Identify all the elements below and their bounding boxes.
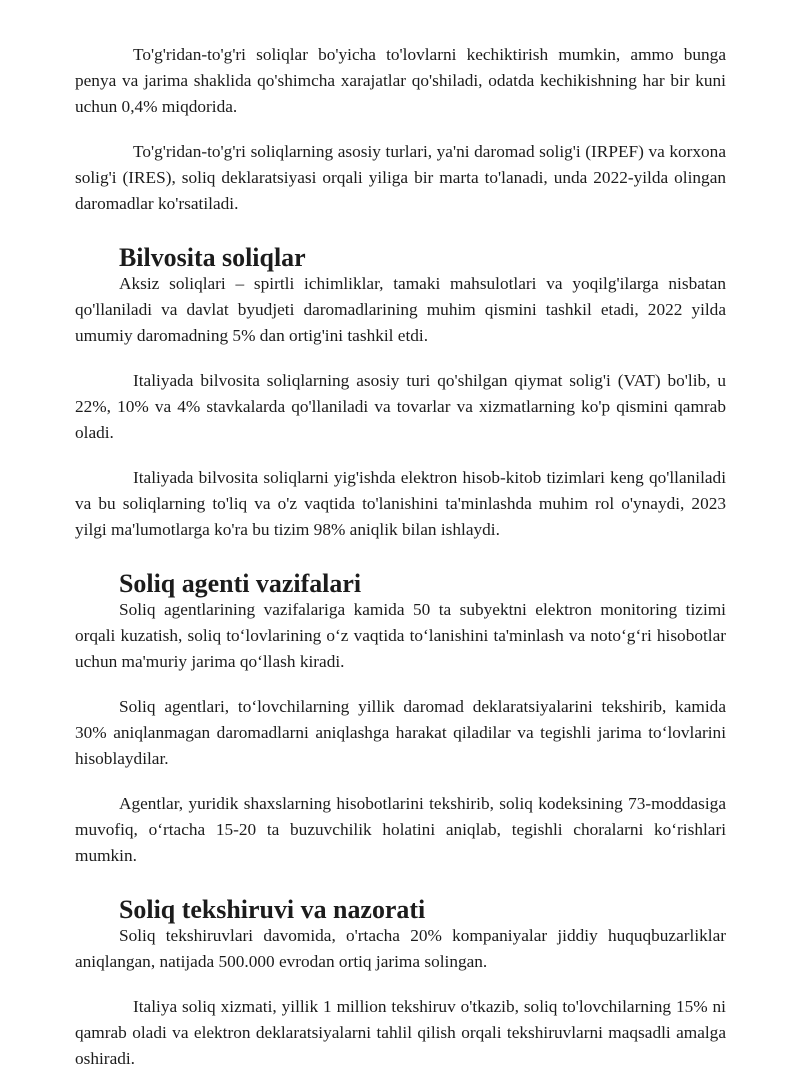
heading-tax-agent-duties: Soliq agenti vazifalari xyxy=(119,569,362,598)
paragraph-vat: Italiyada bilvosita soliqlarning asosiy turi qo'shilgan qiymat solig'i (VAT) bo'lib, u 22%, 10% va 4% stavkalarda qo'llaniladi va tovarlar va xizmatlarning ko'p qismini qamrab oladi. xyxy=(75,371,726,442)
paragraph-excise: Aksiz soliqlari – spirtli ichimliklar, tamaki mahsulotlari va yoqilg'ilarga nisbatan qo'llaniladi va davlat byudjeti daromadlarining muhim qismini tashkil etadi, 2022 yilda umumiy daromadning 5% dan ortig'ini tashkil etdi. xyxy=(75,274,726,345)
paragraph-audit-service: Italiya soliq xizmati, yillik 1 million tekshiruv o'tkazib, soliq to'lovchilarning 15% ni qamrab oladi va elektron deklaratsiyalarni tahlil qilish orqali tekshiruvlarni maqsadli amalga oshiradi. xyxy=(75,997,726,1068)
paragraph-agent-declarations: Soliq agentlari, to‘lovchilarning yillik daromad deklaratsiyalarini tekshirib, kamida 30% aniqlanmagan daromadlarni aniqlashga harakat qiladilar va tegishli jarima to‘lovlarini hisoblaydilar. xyxy=(75,697,726,768)
paragraph-agent-violations: Agentlar, yuridik shaxslarning hisobotlarini tekshirib, soliq kodeksining 73-moddasiga muvofiq, o‘rtacha 15-20 ta buzuvchilik holatini aniqlab, tegishli choralarni ko‘rishlari mumkin. xyxy=(75,794,726,865)
paragraph-audit-results: Soliq tekshiruvlari davomida, o'rtacha 20% kompaniyalar jiddiy huquqbuzarliklar aniqlangan, natijada 500.000 evrodan ortiq jarima solingan. xyxy=(75,926,726,971)
paragraph-agent-duties: Soliq agentlarining vazifalariga kamida 50 ta subyektni elektron monitoring tizimi orqali kuzatish, soliq to‘lovlarining o‘z vaqtida to‘lanishini ta'minlash va noto‘g‘ri hisobotlar uchun ma'muriy jarima qo‘llash kiradi. xyxy=(75,600,726,671)
heading-indirect-taxes: Bilvosita soliqlar xyxy=(119,243,306,272)
paragraph-e-invoicing: Italiyada bilvosita soliqlarni yig'ishda elektron hisob-kitob tizimlari keng qo'llaniladi va bu soliqlarning to'liq va o'z vaqtida to'lanishini ta'minlashda muhim rol o'ynaydi, 2023 yilgi ma'lumotlarga ko'ra bu tizim 98% aniqlik bilan ishlaydi. xyxy=(75,468,726,539)
paragraph-late-payment: To'g'ridan-to'g'ri soliqlar bo'yicha to'lovlarni kechiktirish mumkin, ammo bunga penya va jarima shaklida qo'shimcha xarajatlar qo'shiladi, odatda kechikishning har bir kuni uchun 0,4% miqdorida. xyxy=(75,45,726,116)
paragraph-direct-tax-types: To'g'ridan-to'g'ri soliqlarning asosiy turlari, ya'ni daromad solig'i (IRPEF) va korxona solig'i (IRES), soliq deklaratsiyasi orqali yiliga bir marta to'lanadi, unda 2022-yilda olingan daromadlar ko'rsatiladi. xyxy=(75,142,726,213)
heading-tax-audit: Soliq tekshiruvi va nazorati xyxy=(119,895,426,924)
document-page xyxy=(75,42,726,1072)
